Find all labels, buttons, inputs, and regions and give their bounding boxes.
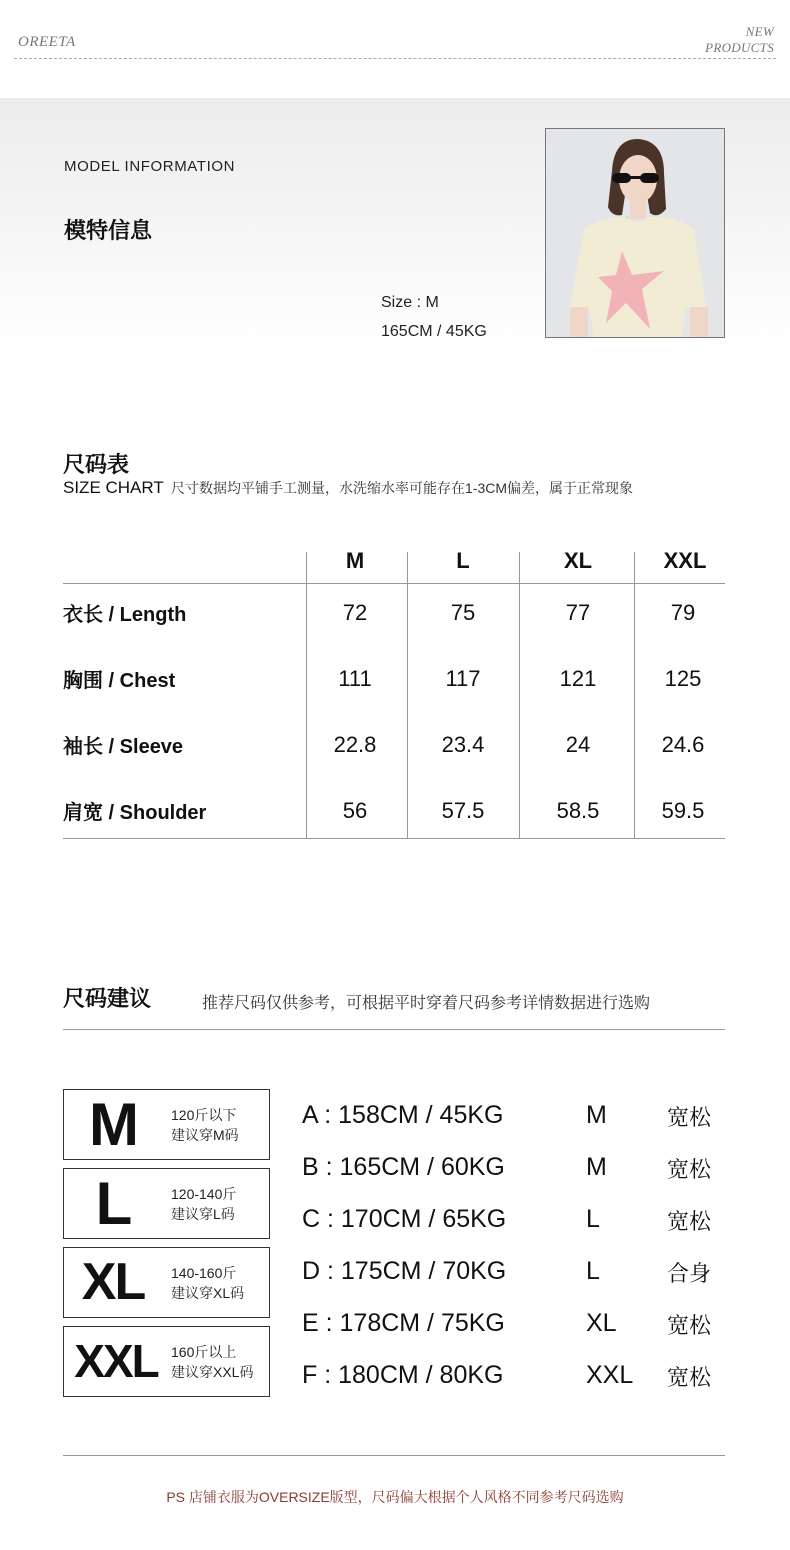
size-box-advice: 建议穿M码 (171, 1127, 239, 1143)
size-box-weight: 120-140斤 (171, 1186, 237, 1202)
col-header-xxl: XXL (663, 548, 707, 573)
suggestion-title-cn: 尺码建议 (63, 986, 152, 1011)
model-info-title-en: MODEL INFORMATION (64, 158, 236, 175)
ref-person-f: F : 180CM / 80KG (302, 1361, 504, 1389)
table-cell: 22.8 (333, 732, 377, 757)
size-box-letter: XL (81, 1253, 145, 1311)
table-cell: 56 (342, 798, 368, 823)
ref-size-a: M (586, 1101, 607, 1129)
table-cell: 72 (342, 600, 368, 625)
ref-person-e: E : 178CM / 75KG (302, 1309, 505, 1337)
table-cell: 24 (565, 732, 591, 757)
table-cell: 57.5 (441, 798, 485, 823)
size-box-weight: 160斤以上 (171, 1344, 237, 1360)
table-cell: 77 (565, 600, 591, 625)
chart-col-divider (407, 552, 408, 838)
ref-size-d: L (586, 1257, 600, 1285)
chart-col-divider (306, 552, 307, 838)
ref-person-d: D : 175CM / 70KG (302, 1257, 507, 1285)
tag-line-1: NEW (745, 24, 774, 39)
size-chart-title-cn: 尺码表 (63, 452, 130, 477)
size-box-weight: 120斤以下 (171, 1107, 237, 1123)
ref-size-e: XL (586, 1309, 617, 1337)
ref-fit-a: 宽松 (667, 1105, 712, 1130)
col-header-xl: XL (563, 548, 593, 573)
suggestion-divider (63, 1029, 725, 1030)
ref-person-c: C : 170CM / 65KG (302, 1205, 507, 1233)
size-box-xxl (63, 1326, 270, 1397)
row-label-chest: 胸围 / Chest (63, 670, 176, 692)
chart-header-line (63, 583, 725, 584)
model-photo (545, 128, 725, 338)
size-box-advice: 建议穿L码 (171, 1206, 235, 1222)
ref-fit-e: 宽松 (667, 1313, 712, 1338)
ref-size-f: XXL (586, 1361, 634, 1389)
chart-bottom-line (63, 838, 725, 839)
model-measurements (381, 288, 487, 346)
ref-person-b: B : 165CM / 60KG (302, 1153, 505, 1181)
suggestion-note: 推荐尺码仅供参考，可根据平时穿着尺码参考详情数据进行选购 (202, 995, 651, 1012)
chart-col-divider (634, 552, 635, 838)
col-header-l: L (456, 548, 470, 573)
size-box-letter: XXL (74, 1335, 158, 1387)
ref-size-b: M (586, 1153, 607, 1181)
table-cell: 75 (450, 600, 476, 625)
size-box-m (63, 1089, 270, 1160)
size-box-range (171, 1342, 253, 1382)
table-cell: 24.6 (661, 732, 705, 757)
table-cell: 125 (664, 666, 702, 691)
chart-col-divider (519, 552, 520, 838)
size-box-advice: 建议穿XXL码 (171, 1364, 254, 1380)
model-height-weight: 165CM / 45KG (381, 323, 487, 340)
ref-fit-f: 宽松 (667, 1365, 712, 1390)
table-cell: 59.5 (661, 798, 705, 823)
new-products-tag (705, 24, 774, 56)
size-chart-title-en: SIZE CHART (63, 478, 164, 497)
header-divider (14, 58, 776, 59)
model-size: Size : M (381, 294, 439, 311)
table-cell: 117 (445, 666, 481, 691)
row-label-sleeve: 袖长 / Sleeve (63, 736, 184, 758)
model-info-title-cn: 模特信息 (64, 218, 153, 243)
footer-ps-note: PS 店铺衣服为OVERSIZE版型，尺码偏大根据个人风格不同参考尺码选购 (166, 1489, 624, 1505)
size-box-letter: M (89, 1091, 137, 1158)
row-label-length: 衣长 / Length (63, 604, 187, 626)
ref-fit-b: 宽松 (667, 1157, 712, 1182)
table-cell: 111 (338, 666, 372, 691)
size-box-range (171, 1184, 236, 1224)
brand-logo: OREETA (18, 34, 76, 50)
size-box-range (171, 1105, 239, 1145)
ref-fit-d: 合身 (667, 1261, 712, 1286)
table-cell: 79 (670, 600, 696, 625)
size-box-l (63, 1168, 270, 1239)
ref-size-c: L (586, 1205, 600, 1233)
ref-fit-c: 宽松 (667, 1209, 712, 1234)
size-box-weight: 140-160斤 (171, 1265, 237, 1281)
size-chart-note: 尺寸数据均平铺手工测量，水洗缩水率可能存在1-3CM偏差，属于正常现象 (171, 480, 634, 496)
table-cell: 121 (559, 666, 597, 691)
model-illustration (546, 129, 724, 337)
size-box-advice: 建议穿XL码 (171, 1285, 245, 1301)
table-cell: 23.4 (441, 732, 485, 757)
ref-person-a: A : 158CM / 45KG (302, 1101, 504, 1129)
row-label-shoulder: 肩宽 / Shoulder (63, 802, 207, 824)
tag-line-2: PRODUCTS (705, 40, 774, 55)
table-cell: 58.5 (556, 798, 600, 823)
footer-divider (63, 1455, 725, 1456)
size-box-range (171, 1263, 244, 1303)
size-box-xl (63, 1247, 270, 1318)
col-header-m: M (345, 548, 365, 573)
size-box-letter: L (95, 1170, 131, 1237)
